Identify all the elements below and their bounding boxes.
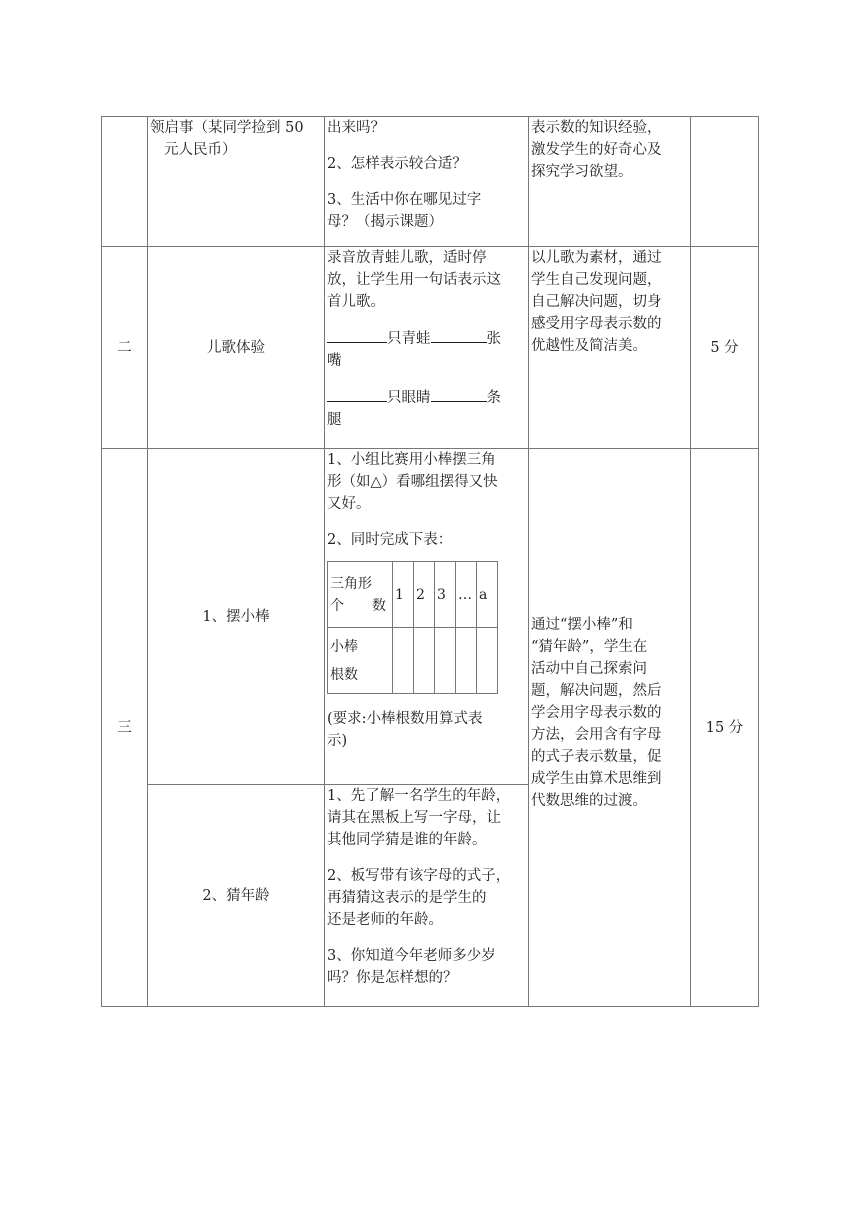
text-line: 放，让学生用一句话表示这 <box>327 272 501 288</box>
fill-blank <box>327 386 387 402</box>
table-row <box>102 247 759 449</box>
text-line: (要求:小棒根数用算式表 <box>327 711 483 727</box>
activity-cell: 儿歌体验 <box>148 247 325 449</box>
text-line: 1、先了解一名学生的年龄， <box>327 788 511 804</box>
text-line: 出来吗？ <box>327 120 385 136</box>
table-row <box>102 117 759 247</box>
stick-count-table <box>327 561 498 694</box>
text-line: 嘴 <box>327 353 342 369</box>
text-line: 再猜猜这表示的是学生的 <box>327 890 487 906</box>
text-line: 又好。 <box>327 496 371 512</box>
activity-cell: 1、摆小棒 <box>148 449 325 785</box>
text-line: 方法，会用含有字母 <box>531 726 662 743</box>
text-line: 自己解决问题，切身 <box>531 294 662 310</box>
text-line: 3、生活中你在哪见过字 <box>327 192 482 208</box>
text-line: 其他同学猜是谁的年龄。 <box>327 832 487 848</box>
table-cell <box>393 628 414 694</box>
text-line: 成学生由算术思维到 <box>531 770 662 787</box>
text-line: 学生自己发现问题， <box>531 272 662 288</box>
song-line: 只眼睛 条 <box>327 386 526 409</box>
song-line: 只青蛙 张 <box>327 327 526 350</box>
table-cell <box>456 628 477 694</box>
fill-blank <box>431 386 487 402</box>
text-line: 探究学习欲望。 <box>531 164 633 180</box>
fill-blank <box>327 327 387 343</box>
intent-cell <box>529 117 691 247</box>
table-header-cell: 三角形 个 数 <box>328 562 393 628</box>
text-line: 2、板写带有该字母的式子， <box>327 868 511 884</box>
text-line: 学会用字母表示数的 <box>531 704 662 721</box>
text-line: 3、你知道今年老师多少岁 <box>327 948 496 964</box>
text-line: 感受用字母表示数的 <box>531 316 662 332</box>
text-line: 吗？你是怎样想的？ <box>327 970 458 986</box>
table-row <box>102 449 759 785</box>
text-line: 优越性及简洁美。 <box>531 338 647 354</box>
table-cell <box>477 628 498 694</box>
time-cell <box>691 117 759 247</box>
text-line: 通过“摆小棒”和 <box>531 616 633 633</box>
text-line: 首儿歌。 <box>327 294 385 310</box>
text-line: 表示数的知识经验， <box>531 120 662 136</box>
text-line: 活动中自己探索问 <box>531 660 647 677</box>
text-line: 1、小组比赛用小棒摆三角 <box>327 452 496 468</box>
fill-blank <box>431 327 487 343</box>
text-line: 2、同时完成下表： <box>327 532 453 548</box>
table-cell <box>435 628 456 694</box>
text-line: 以儿歌为素材，通过 <box>531 250 662 266</box>
process-cell <box>325 247 529 449</box>
text-line: 元人民币） <box>164 142 237 158</box>
stage-cell: 三 <box>102 449 148 1007</box>
text-line: 2、怎样表示较合适？ <box>327 156 467 172</box>
time-cell: 15 分 <box>691 449 759 1007</box>
text-line: 领启事（某同学捡到 50 <box>150 120 304 136</box>
text-line: 母？（揭示课题） <box>327 214 443 230</box>
text-line: 的式子表示数量，促 <box>531 748 662 765</box>
activity-cell <box>148 117 325 247</box>
text-line: 还是老师的年龄。 <box>327 912 443 928</box>
text-line: 激发学生的好奇心及 <box>531 142 662 158</box>
lesson-plan-table <box>101 116 759 1007</box>
text-line: 题，解决问题，然后 <box>531 682 662 699</box>
table-header-cell: … <box>456 562 477 628</box>
intent-cell <box>529 247 691 449</box>
process-cell <box>325 117 529 247</box>
text-line: 形（如△）看哪组摆得又快 <box>327 474 498 490</box>
text-line: 录音放青蛙儿歌，适时停 <box>327 250 487 266</box>
table-cell <box>414 628 435 694</box>
text-line: 请其在黑板上写一字母，让 <box>327 810 501 826</box>
intent-cell <box>529 449 691 1007</box>
table-header-cell: 2 <box>414 562 435 628</box>
stage-cell <box>102 117 148 247</box>
time-cell: 5 分 <box>691 247 759 449</box>
table-cell: 小棒 根数 <box>328 628 393 694</box>
text-line: “猜年龄”，学生在 <box>531 638 648 655</box>
text-line: 示) <box>327 733 348 749</box>
stage-cell: 二 <box>102 247 148 449</box>
table-row <box>328 628 498 694</box>
activity-cell: 2、猜年龄 <box>148 785 325 1007</box>
process-cell <box>325 449 529 785</box>
table-header-cell: a <box>477 562 498 628</box>
process-cell <box>325 785 529 1007</box>
table-header-cell: 1 <box>393 562 414 628</box>
table-header-cell: 3 <box>435 562 456 628</box>
text-line: 腿 <box>327 412 342 428</box>
table-row <box>328 562 498 628</box>
text-line: 代数思维的过渡。 <box>531 792 647 809</box>
